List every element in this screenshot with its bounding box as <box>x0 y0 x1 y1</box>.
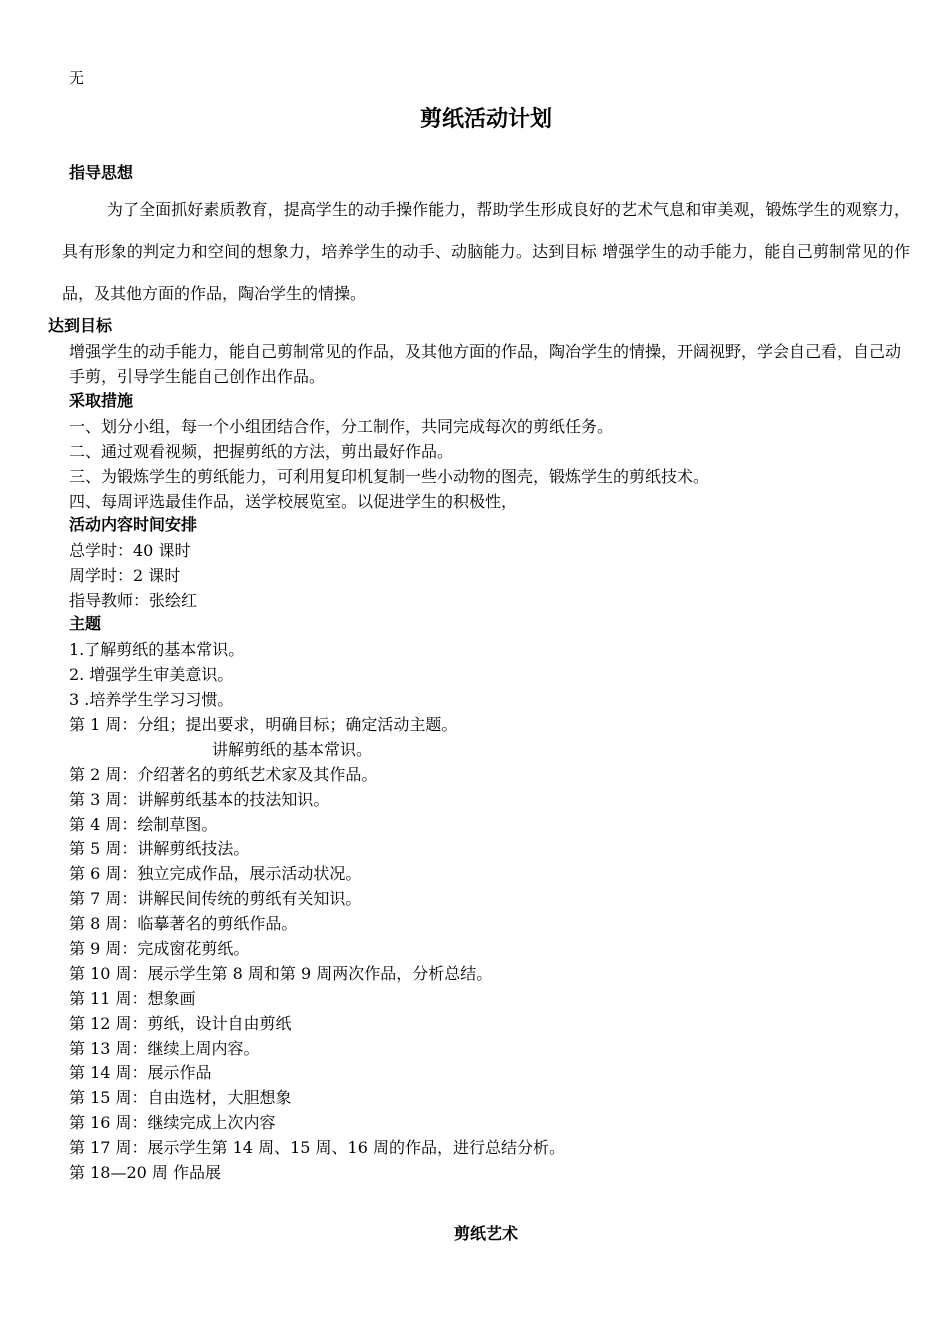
guidance-heading: 指导思想 <box>69 163 134 182</box>
week-item: 第 8 周：临摹著名的剪纸作品。 <box>69 914 298 933</box>
theme-item: 2. 增强学生审美意识。 <box>69 665 234 684</box>
week-item: 第 6 周：独立完成作品，展示活动状况。 <box>69 864 362 883</box>
schedule-heading: 活动内容时间安排 <box>69 515 198 534</box>
goal-paragraph: 增强学生的动手能力，能自己剪制常见的作品，及其他方面的作品，陶冶学生的情操，开阔视野，学会自己看，自己动手剪，引导学生能自己创作出作品。 <box>69 342 902 386</box>
week-item: 第 11 周：想象画 <box>69 989 196 1008</box>
week-item: 第 4 周：绘制草图。 <box>69 815 218 834</box>
week-item: 第 18—20 周 作品展 <box>69 1163 221 1182</box>
measures-heading: 采取措施 <box>69 391 134 410</box>
week-item: 讲解剪纸的基本常识。 <box>212 740 373 759</box>
measure-item: 一、划分小组，每一个小组团结合作，分工制作，共同完成每次的剪纸任务。 <box>69 417 614 436</box>
total-hours: 总学时：40 课时 <box>69 541 191 560</box>
corner-mark: 无 <box>69 69 85 87</box>
week-item: 第 16 周：继续完成上次内容 <box>69 1113 276 1132</box>
measure-item: 四、每周评选最佳作品，送学校展览室。以促进学生的积极性， <box>69 492 518 511</box>
theme-heading: 主题 <box>69 614 102 633</box>
page-title: 剪纸活动计划 <box>419 107 552 132</box>
teacher: 指导教师：张绘红 <box>69 591 198 610</box>
measure-item: 二、通过观看视频，把握剪纸的方法，剪出最好作品。 <box>69 442 454 461</box>
week-item: 第 7 周：讲解民间传统的剪纸有关知识。 <box>69 889 362 908</box>
week-item: 第 1 周：分组；提出要求，明确目标；确定活动主题。 <box>69 715 458 734</box>
goal-heading: 达到目标 <box>48 316 113 335</box>
week-item: 第 3 周：讲解剪纸基本的技法知识。 <box>69 790 330 809</box>
week-item: 第 10 周：展示学生第 8 周和第 9 周两次作品，分析总结。 <box>69 964 493 983</box>
week-item: 第 14 周：展示作品 <box>69 1063 212 1082</box>
measure-item: 三、为锻炼学生的剪纸能力，可利用复印机复制一些小动物的图壳，锻炼学生的剪纸技术。 <box>69 467 710 486</box>
week-item: 第 2 周：介绍著名的剪纸艺术家及其作品。 <box>69 765 378 784</box>
week-item: 第 17 周：展示学生第 14 周、15 周、16 周的作品，进行总结分析。 <box>69 1138 565 1157</box>
week-item: 第 12 周：剪纸，设计自由剪纸 <box>69 1014 292 1033</box>
week-item: 第 13 周：继续上周内容。 <box>69 1039 260 1058</box>
week-item: 第 9 周：完成窗花剪纸。 <box>69 939 250 958</box>
weekly-hours: 周学时：2 课时 <box>69 566 181 585</box>
week-item: 第 5 周：讲解剪纸技法。 <box>69 839 250 858</box>
next-section-title: 剪纸艺术 <box>453 1224 518 1243</box>
theme-item: 1.了解剪纸的基本常识。 <box>69 640 245 659</box>
guidance-paragraph: 为了全面抓好素质教育，提高学生的动手操作能力，帮助学生形成良好的艺术气息和审美观，锻炼学生的观察力，具有形象的判定力和空间的想象力，培养学生的动手、动脑能力。达到目标 增强学生的动手能力，能自己剪制常见的作品，及其他方面的作品，陶冶学生的情操。 <box>62 200 910 303</box>
week-item: 第 15 周：自由选材，大胆想象 <box>69 1088 292 1107</box>
theme-item: 3 .培养学生学习习惯。 <box>69 690 234 709</box>
